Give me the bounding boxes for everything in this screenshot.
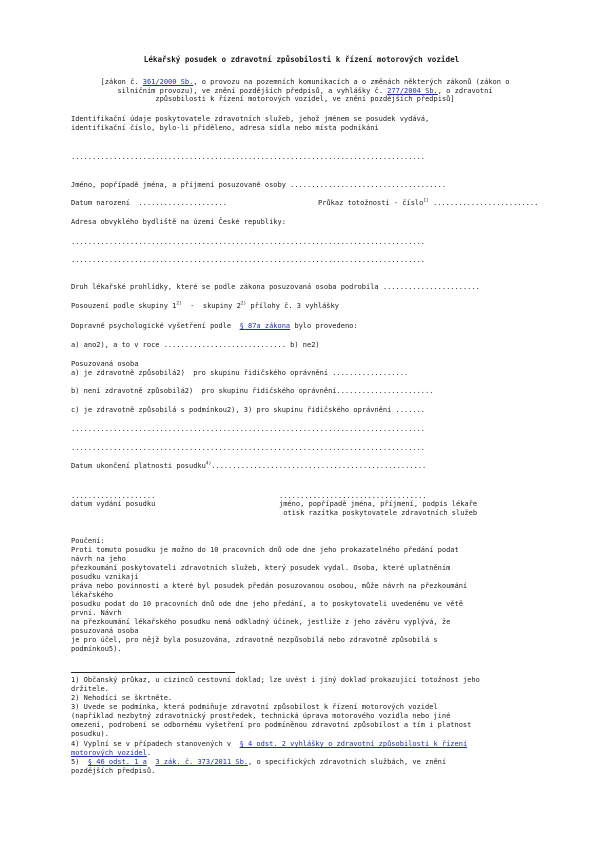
assessment-option-b: b) není zdravotně způsobilá2) pro skupinu řidičského oprávnění....................... [71,387,434,395]
footnote-3-cont: (například nezbytný zdravotnický prostředek, technická úprava motorového vozidla nebo jiné [71,712,451,720]
group-assessment: Posouzení podle skupiny 1$^{2)}$ - skupiny 2$^{2)}$ přílohy č. 3 vyhlášky [71,301,339,310]
footnote-3-cont: posudku). [71,730,109,738]
footnote-5-cont: pozdějších předpisů. [71,767,156,775]
notice-line: první. Návrh [71,609,122,617]
address-label: Adresa obvyklého bydliště na území České republiky: [71,218,286,226]
footnote-4-cont: motorových vozidel. [71,749,152,757]
notice-line: na přezkoumání lékařského posudku nemá odkladný účinek, jestliže z jeho závěru vyplývá, že [71,618,451,626]
notice-line: je pro účel, pro nějž byla posuzována, zdravotně nezpůsobilá nebo zdravotně způsobilá s [71,636,438,644]
notice-line: podmínkou5). [71,645,122,653]
footnote-divider [71,672,235,673]
assessment-heading: Posuzovaná osoba [71,360,139,368]
footnote-1: 1) Občanský průkaz, u cizinců cestovní doklad; lze uvést i jiný doklad prokazující totožnost jeho [71,676,480,684]
notice-line: posudku podat do 10 pracovních dnů ode dne jeho předání, a to poskytovateli uvedenému ve větě [71,600,463,608]
link-87a[interactable]: § 87a zákona [239,322,291,330]
link-section-46[interactable]: § 46 odst. 1 a [87,758,147,766]
law-reference: [zákon č. 361/2000 Sb., o provozu na pozemních komunikacích a o změnách některých zákonů (zákon o silničním provozu), ve znění pozdějších předpisů, a vyhlášky č. 277/2004 Sb., o zdravotní způsobilosti k řízení motorových vozidel, ve znění pozdějších předpisů] [100,78,510,104]
assessment-dots-1: .................................................................................... [71,425,426,433]
footnote-3: 3) Uvede se podmínka, která podmiňuje zdravotní způsobilost k řízení motorových vozidel [71,703,438,711]
footnote-2: 2) Nehodící se škrtněte. [71,694,173,702]
link-motor-vehicles[interactable]: motorových vozidel [71,749,147,757]
footnote-4: 4) Vyplní se v případech stanovených v § 4 odst. 2 vyhlášky o zdravotní způsobilosti k řízení [71,740,468,748]
validity-date-field: Datum ukončení platnosti posudku$^{4)}$................................................... [71,461,427,470]
signature-label-2: otisk razítka poskytovatele zdravotních služeb [279,509,478,517]
notice-line: návrh na jeho [71,555,126,563]
birth-date-field: Datum narození ..................... [71,199,227,207]
assessment-option-c: c) je zdravotně způsobilá s podmínkou2), 3) pro skupinu řidičského oprávnění ....... [71,406,426,414]
notice-line: posudku vznikají [71,573,139,581]
assessment-dots-2: .................................................................................... [71,444,426,452]
link-act-373-2011[interactable]: 3 zák. č. 373/2011 Sb. [155,758,249,766]
link-section-4-decree[interactable]: § 4 odst. 2 vyhlášky o zdravotní způsobilosti k řízení [239,740,468,748]
psych-exam-line: Dopravně psychologické vyšetření podle § 87a zákona bylo provedeno: [71,322,358,330]
psych-exam-options: a) ano2), a to v roce ............................. b) ne2) [71,341,320,349]
notice-line: lékařského [71,591,114,599]
address-dots-2: .................................................................................... [71,256,426,264]
notice-line: práva nebo povinnosti a které byl posudek předán posuzovanou osobou, může návrh na přezkoumání [71,582,468,590]
person-name-field: Jméno, popřípadě jména, a příjmení posuzované osoby ..................................... [71,181,447,189]
issue-date-label: datum vydání posudku [71,500,156,508]
link-act-361-2000[interactable]: 361/2000 Sb. [142,78,194,86]
footnote-3-cont: omezení, podrobení se odbornému vyšetření pro podmíněnou zdravotní způsobilost a tím i platnost [71,721,472,729]
issue-date-dots: .................... [71,492,156,500]
address-dots-1: .................................................................................... [71,238,426,246]
notice-line: posuzovaná osoba [71,627,139,635]
document-title: Lékařský posudek o zdravotní způsobilosti k řízení motorových vozidel [143,55,460,64]
signature-dots: ................................... [279,492,427,500]
assessment-option-a: a) je zdravotně způsobilá2) pro skupinu řidičského oprávnění .................. [71,369,409,377]
footnote-1-cont: držitele. [71,685,109,693]
provider-dots: .................................................................................... [71,153,426,161]
signature-label-1: jméno, popřípadě jména, příjmení, podpis lékaře [279,500,478,508]
footnote-5: 5) § 46 odst. 1 a 3 zák. č. 373/2011 Sb., o specifických zdravotních službách, ve znění [71,758,447,766]
exam-type-field: Druh lékařské prohlídky, které se podle zákona posuzovaná osoba podrobila ....................... [71,283,480,291]
link-decree-277-2004[interactable]: 277/2004 Sb. [387,86,438,95]
id-document-field: Průkaz totožnosti - číslo$^{1)}$ ......................... [318,198,539,207]
notice-heading: Poučení: [71,537,105,545]
notice-line: přezkoumání poskytovateli zdravotních služeb, který posudek vydal. Osoba, které uplatněním [71,564,451,572]
provider-label-2: identifikační číslo, bylo-li přiděleno, adresa sídla nebo místa podnikání [71,124,379,132]
provider-label-1: Identifikační údaje poskytovatele zdravotních služeb, jehož jménem se posudek vydává, [71,115,430,123]
notice-line: Proti tomuto posudku je možno do 10 pracovních dnů ode dne jeho prokazatelného předání podat [71,546,459,554]
